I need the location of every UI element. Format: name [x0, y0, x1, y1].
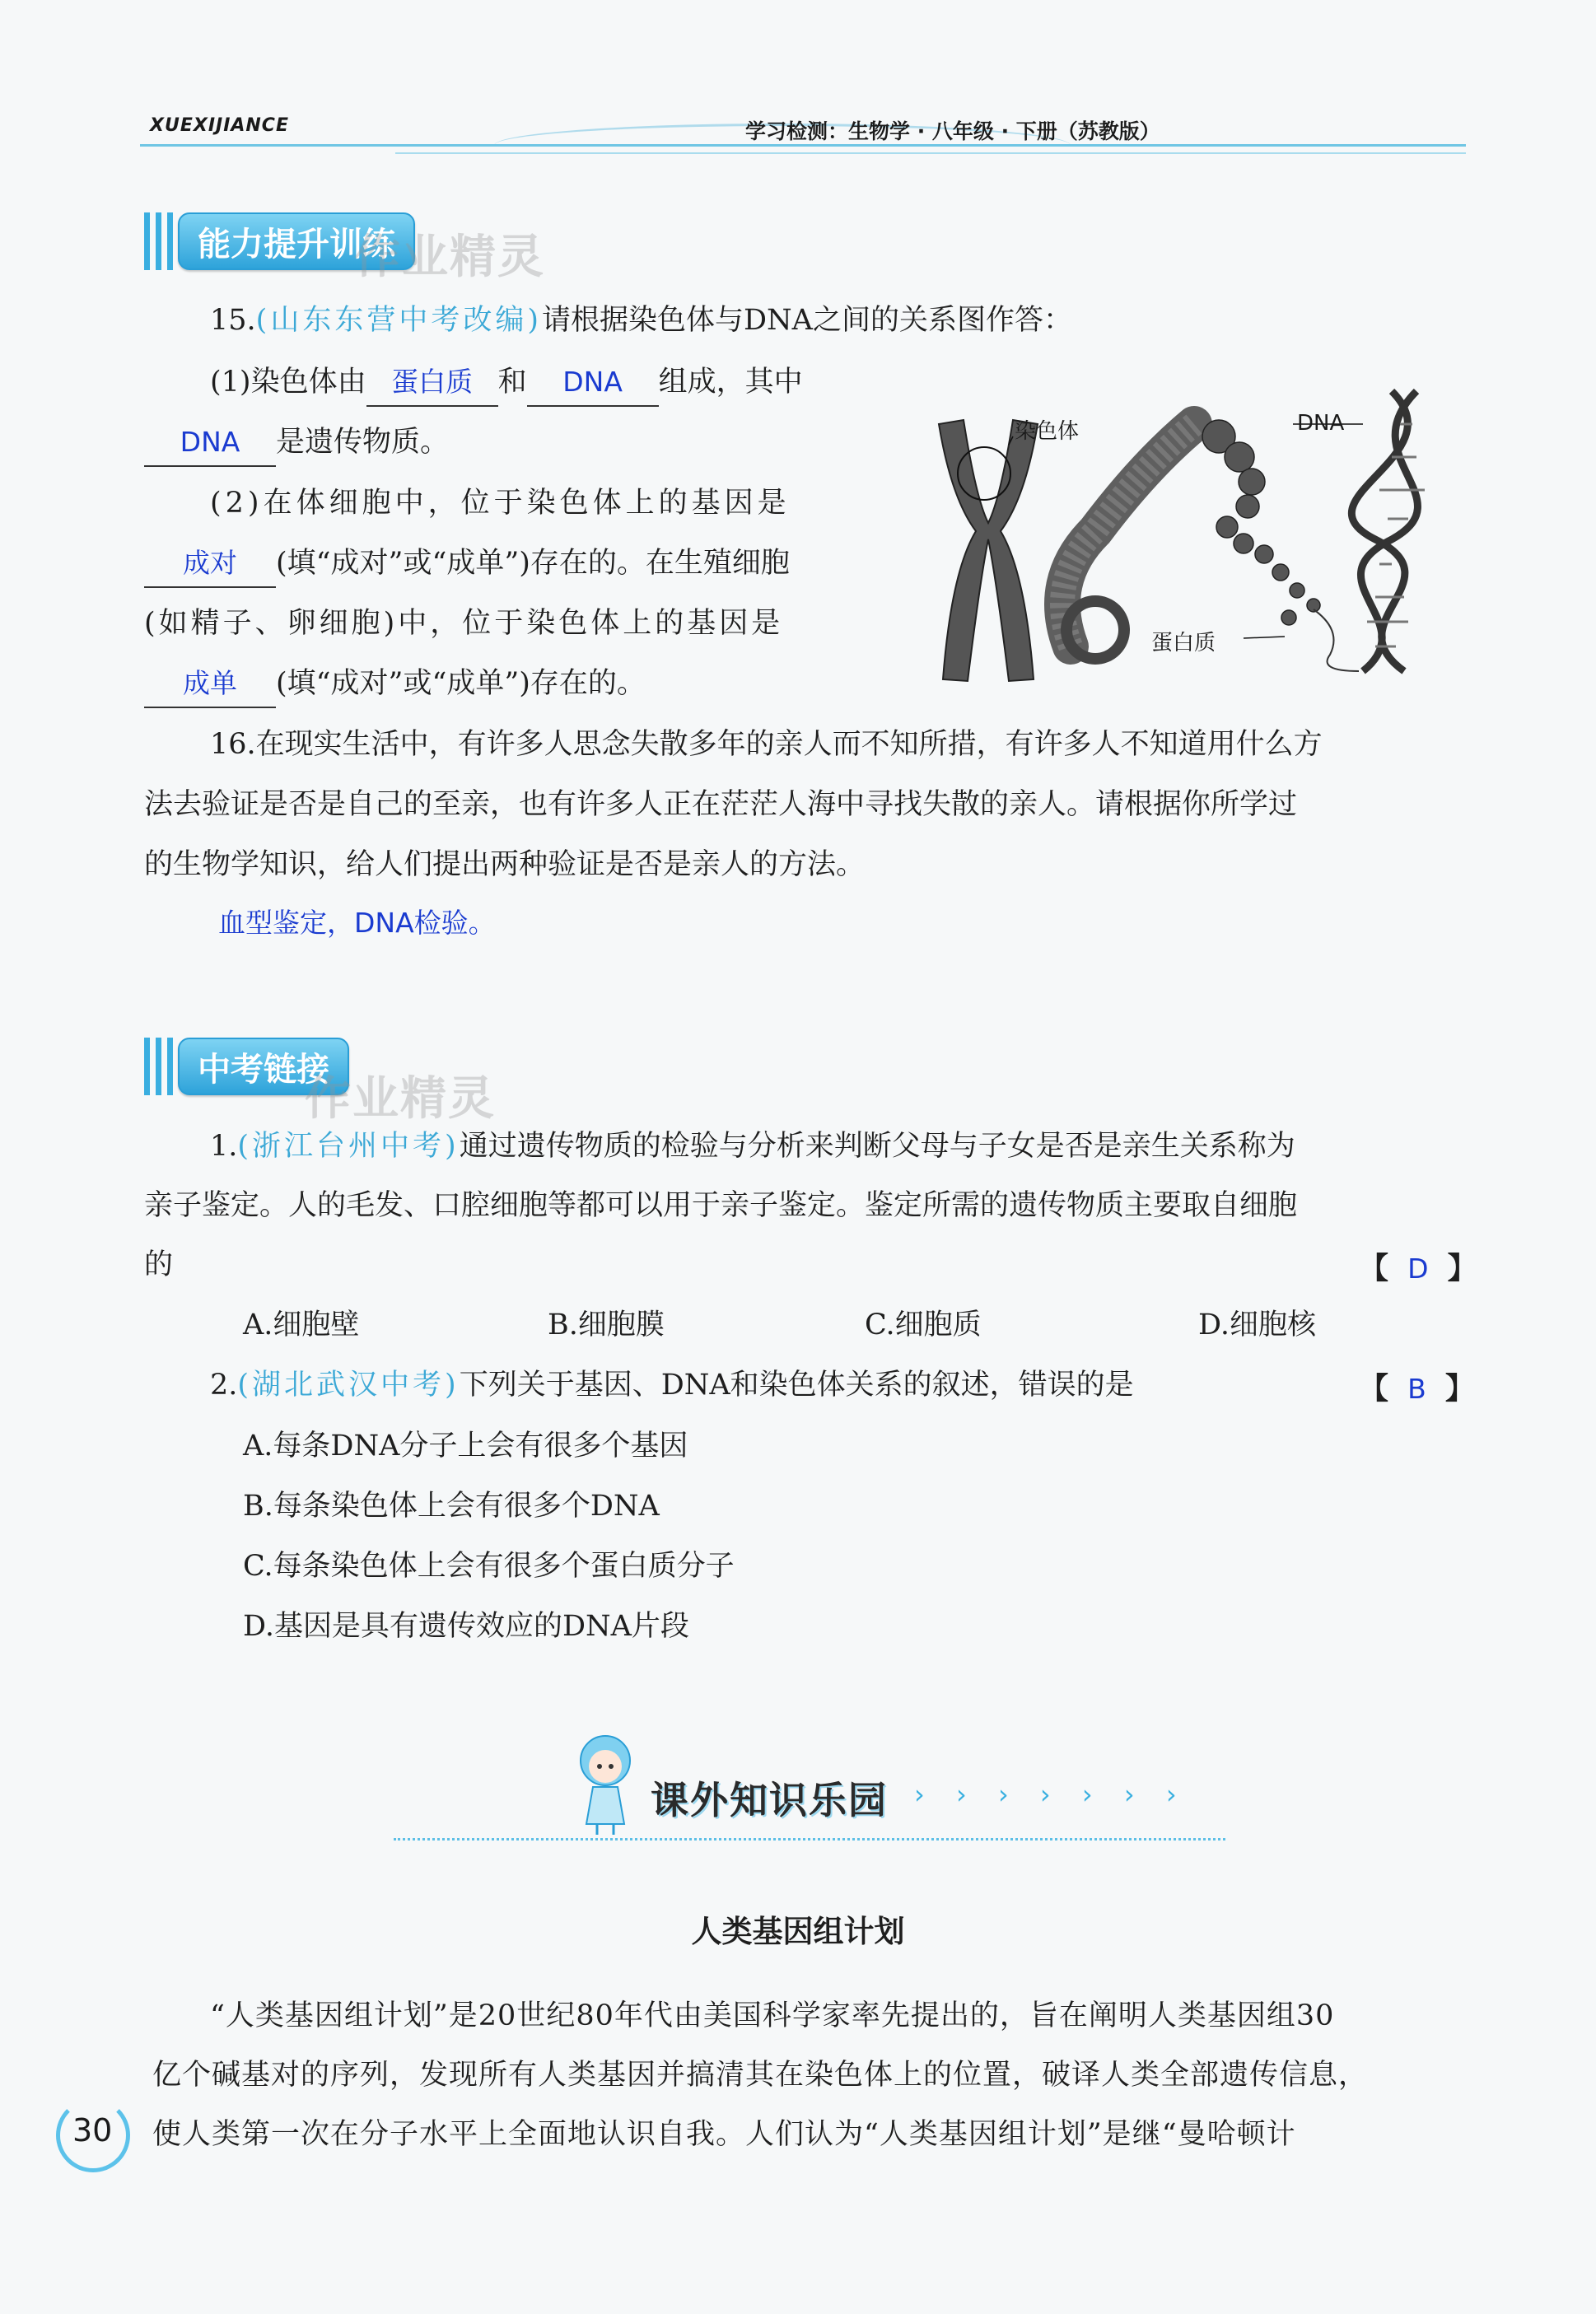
answer-text: DNA — [562, 366, 623, 398]
q15-part2-line1: (2)在体细胞中，位于染色体上的基因是 — [210, 487, 791, 520]
mc2-option-c: C.每条染色体上会有很多个蛋白质分子 — [243, 1550, 735, 1583]
mc2-option-b: B.每条染色体上会有很多个DNA — [243, 1490, 660, 1523]
question-source: (浙江台州中考) — [237, 1130, 460, 1163]
answer-blank — [144, 667, 276, 708]
knowledge-garden-title: 课外知识乐园 — [651, 1778, 888, 1822]
answer-blank — [144, 547, 276, 588]
q15-stem — [210, 301, 1072, 340]
mc1-line2: 亲子鉴定。人的毛发、口腔细胞等都可以用于亲子鉴定。鉴定所需的遗传物质主要取自细胞 — [144, 1189, 1298, 1222]
answer-text: B — [1407, 1373, 1426, 1405]
mc1-option-c: C.细胞质 — [865, 1309, 982, 1341]
answer-text: 血型鉴定，DNA检验。 — [218, 907, 496, 939]
question-source: (山东东营中考改编) — [255, 304, 542, 337]
question-source: (湖北武汉中考) — [237, 1369, 460, 1402]
banner-stripes — [144, 212, 173, 270]
q15-part1-line1 — [210, 362, 803, 407]
header-logo: XUEXIJIANCE — [150, 115, 289, 136]
question-number: 2. — [210, 1369, 238, 1402]
mc2-option-a: A.每条DNA分子上会有很多个基因 — [243, 1430, 688, 1463]
page-number: 30 — [72, 2112, 113, 2148]
answer-text: 成对 — [183, 547, 237, 579]
question-text: 下列关于基因、DNA和染色体关系的叙述，错误的是 — [459, 1369, 1134, 1402]
header-title: 学习检测：生物学 · 八年级 · 下册（苏教版） — [745, 119, 1160, 143]
bracket-close: 】 — [1444, 1372, 1475, 1406]
mc1-line1 — [210, 1127, 1295, 1166]
article-title: 人类基因组计划 — [691, 1914, 905, 1949]
bracket-open: 【 — [1359, 1372, 1389, 1406]
q15-part2-line4 — [144, 664, 646, 708]
mc2-option-d: D.基因是具有遗传效应的DNA片段 — [243, 1610, 689, 1643]
answer-text: D — [1407, 1253, 1429, 1285]
question-text: 和 — [497, 366, 527, 399]
answer-blank — [144, 426, 276, 467]
chevron-arrows-icon: › › › › › › › — [914, 1779, 1188, 1810]
question-text: (填“成对”或“成单”)存在的。在生殖细胞 — [276, 547, 790, 580]
question-number: 15. — [210, 304, 256, 337]
question-text: 通过遗传物质的检验与分析来判断父母与子女是否是亲生关系称为 — [459, 1130, 1295, 1163]
article-line1: “人类基因组计划”是20世纪80年代由美国科学家率先提出的，旨在阐明人类基因组30 — [210, 1999, 1335, 2032]
watermark: 作业精灵 — [305, 1072, 496, 1126]
figure-label-chromosome: 染色体 — [1015, 419, 1080, 444]
q16-line1: 16.在现实生活中，有许多人思念失散多年的亲人而不知所措，有许多人不知道用什么方 — [210, 728, 1323, 761]
q15-part2-line3: (如精子、卵细胞)中，位于染色体上的基因是 — [144, 607, 784, 640]
article-line2: 亿个碱基对的序列，发现所有人类基因并搞清其在染色体上的位置，破译人类全部遗传信息， — [152, 2059, 1369, 2092]
header-divider — [140, 144, 1466, 147]
mc1-option-d: D.细胞核 — [1198, 1309, 1316, 1341]
mc1-line3: 的 — [144, 1248, 174, 1281]
answer-blank — [527, 366, 659, 407]
mc1-option-a: A.细胞壁 — [243, 1309, 360, 1341]
q16-line3: 的生物学知识，给人们提出两种验证是否是亲人的方法。 — [144, 848, 866, 881]
answer-text: 蛋白质 — [391, 366, 474, 398]
figure-label-dna: DNA — [1297, 411, 1345, 436]
answer-text: DNA — [180, 426, 240, 458]
mc2-answer-bracket — [1359, 1365, 1475, 1407]
q16-answer — [218, 903, 496, 943]
article-line3: 使人类第一次在分子水平上全面地认识自我。人们认为“人类基因组计划”是继“曼哈顿计 — [152, 2118, 1296, 2151]
dotted-divider — [394, 1838, 1225, 1840]
question-text: 组成，其中 — [658, 366, 803, 399]
q16-line2: 法去验证是否是自己的至亲，也有许多人正在茫茫人海中寻找失散的亲人。请根据你所学过 — [144, 788, 1298, 821]
banner-stripes — [144, 1038, 173, 1095]
cartoon-girl-icon — [568, 1729, 642, 1840]
bracket-close: 】 — [1447, 1252, 1477, 1285]
mc2-stem — [210, 1365, 1134, 1405]
header-divider-secondary — [395, 152, 1466, 154]
mc1-option-b: B.细胞膜 — [548, 1309, 665, 1341]
bracket-open: 【 — [1359, 1252, 1389, 1285]
watermark: 作业精灵 — [354, 231, 545, 284]
answer-blank — [366, 366, 498, 407]
banner-label: 能力提升训练 — [178, 212, 415, 270]
q15-part2-line2 — [144, 544, 790, 588]
figure-label-protein: 蛋白质 — [1151, 631, 1216, 655]
banner-label: 中考链接 — [178, 1038, 349, 1095]
mc1-answer-bracket — [1359, 1245, 1477, 1287]
chromosome-dna-figure — [931, 375, 1466, 696]
question-text: (填“成对”或“成单”)存在的。 — [276, 667, 646, 700]
question-text: 请根据染色体与DNA之间的关系图作答： — [541, 304, 1072, 337]
answer-text: 成单 — [183, 667, 237, 699]
question-number: 1. — [210, 1130, 238, 1163]
q15-part1-line2 — [144, 422, 449, 467]
question-text: (1)染色体由 — [210, 366, 366, 399]
question-text: 是遗传物质。 — [276, 426, 450, 459]
